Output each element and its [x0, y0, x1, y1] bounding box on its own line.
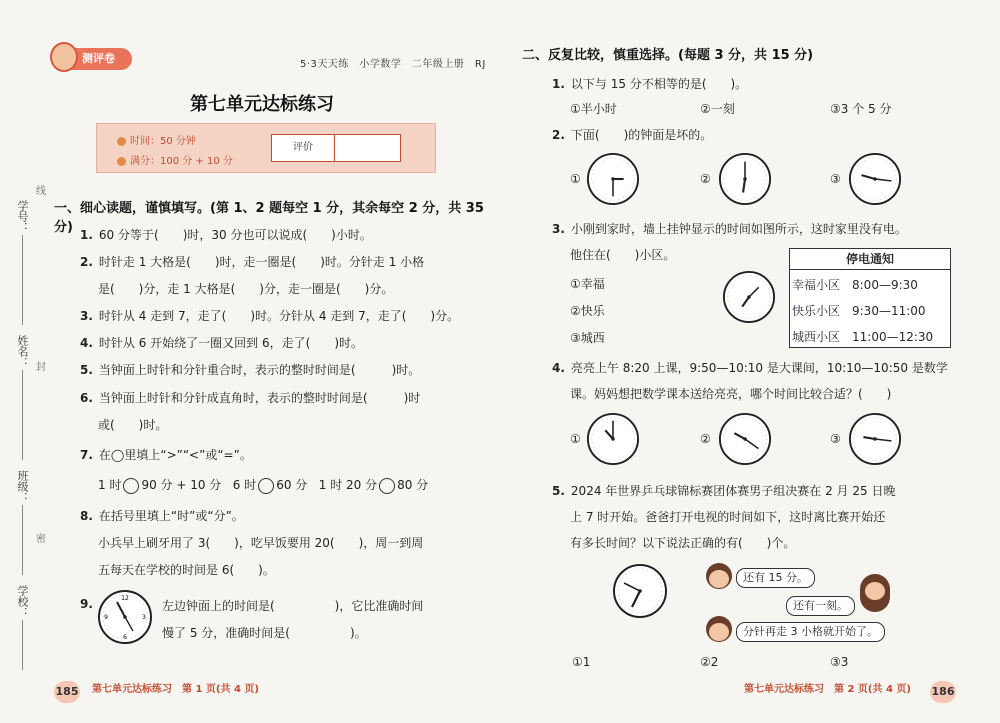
q-text: 小刚到家时，墙上挂钟显示的时间如图所示，这时家里没有电。 [570, 222, 907, 236]
score-box [96, 123, 436, 173]
q2-5-line2: 上 7 时开始。爸爸打开电视的时间如下，这时离比赛开始还 [570, 510, 886, 524]
clock-dot-icon [117, 137, 126, 146]
svg-text:3: 3 [142, 614, 146, 621]
girl-face [865, 582, 885, 600]
clock-icon [586, 412, 640, 466]
evaluation-label: 评价 [272, 135, 335, 161]
q1-8 [80, 507, 244, 524]
q-text: 当钟面上时针和分针重合时，表示的整时时间是( )时。 [98, 363, 421, 377]
compare-f: 80 分 [397, 478, 429, 492]
svg-text:9: 9 [104, 614, 108, 621]
q2-3-opt2[interactable]: ②快乐 [570, 304, 605, 318]
q-text: 时针从 6 开始绕了一圈又回到 6，走了( )时。 [98, 336, 363, 350]
q-text: 在◯里填上“>”“<”或“=”。 [98, 448, 252, 462]
compare-circle-3[interactable] [379, 478, 395, 494]
q2-2-opt3[interactable]: ③ [830, 172, 841, 186]
time-row [117, 132, 196, 147]
q2-4-opt2[interactable]: ② [700, 432, 711, 446]
q-text: 时针从 4 走到 7，走了( )时。分针从 4 走到 7，走了( )分。 [98, 309, 460, 323]
clock-icon [718, 152, 772, 206]
check-dot-icon [117, 157, 126, 166]
q-num: 5. [80, 363, 93, 377]
q1-6-line2: 或( )时。 [98, 418, 168, 432]
q-num: 1. [80, 228, 93, 242]
q-text: 2024 年世界乒乓球锦标赛团体赛男子组决赛在 2 月 25 日晚 [570, 484, 896, 498]
notice-row-1: 幸福小区 8:00—9:30 [792, 278, 918, 292]
school-line [22, 620, 23, 670]
clock-icon [722, 270, 776, 324]
q1-8-line1: 小兵早上刷牙用了 3( )，吃早饭要用 20( )，周一到周 [98, 536, 424, 550]
q-num: 4. [80, 336, 93, 350]
cut-mark-3: 密 [36, 534, 46, 545]
clock-icon [97, 589, 153, 645]
q-text: 当钟面上时针和分针成直角时，表示的整时时间是( )时 [98, 391, 421, 405]
q2-2-opt1[interactable]: ① [570, 172, 581, 186]
svg-text:6: 6 [123, 634, 127, 641]
cut-mark-1: 线 [36, 186, 46, 197]
student-id-label: 学号： [16, 200, 29, 233]
clock-icon [848, 412, 902, 466]
notice-row-3: 城西小区 11:00—12:30 [792, 330, 934, 344]
q2-3-line2: 他住在( )小区。 [570, 248, 676, 262]
school-label: 学校： [16, 585, 29, 618]
q1-2-line2: 是( )分，走 1 大格是( )分，走一圈是( )分。 [98, 282, 394, 296]
compare-circle-1[interactable] [123, 478, 139, 494]
q-num: 3. [80, 309, 93, 323]
q-num: 7. [80, 448, 93, 462]
q2-5-opt2[interactable]: ②2 [700, 655, 719, 669]
speech-bubble-3: 分针再走 3 小格就开始了。 [736, 622, 885, 642]
notice-row-2: 快乐小区 9:30—11:00 [792, 304, 926, 318]
q2-1-opt3[interactable]: ③3 个 5 分 [830, 102, 892, 116]
power-outage-notice [789, 248, 951, 348]
q2-4-opt1[interactable]: ① [570, 432, 581, 446]
q2-5-opt1[interactable]: ①1 [572, 655, 591, 669]
full-score-text: 满分：100 分 + 10 分 [130, 156, 233, 167]
q1-6-line1 [80, 389, 420, 406]
q-num: 4. [552, 361, 565, 375]
q1-9-line2: 慢了 5 分，准确时间是( )。 [162, 626, 367, 640]
q-num: 2. [80, 255, 93, 269]
q-num: 2. [552, 128, 565, 142]
compare-circle-2[interactable] [258, 478, 274, 494]
q2-2-opt2[interactable]: ② [700, 172, 711, 186]
q-text: 下面( )的钟面是坏的。 [570, 128, 713, 142]
q-num: 6. [80, 391, 93, 405]
compare-c: 6 时 [232, 478, 257, 492]
q1-7 [80, 446, 252, 463]
notice-title: 停电通知 [790, 249, 950, 270]
boy-face [709, 570, 729, 588]
speech-bubble-1: 还有 15 分。 [736, 568, 815, 588]
speech-bubble-2: 还有一刻。 [786, 596, 855, 616]
clock-icon [848, 152, 902, 206]
q1-8-line2: 五每天在学校的时间是 6( )。 [98, 563, 275, 577]
mascot-icon [50, 42, 78, 72]
class-label: 班级： [16, 470, 29, 503]
time-text: 时间：50 分钟 [130, 136, 196, 147]
q1-9-line1: 左边钟面上的时间是( )，它比准确时间 [162, 599, 424, 613]
q1-4 [80, 334, 363, 351]
assessment-badge: 测评卷 [52, 48, 132, 70]
q-num: 8. [80, 509, 93, 523]
compare-d: 60 分 [276, 478, 308, 492]
page-title: 第七单元达标练习 [190, 94, 334, 115]
footer-right: 第七单元达标练习 第 2 页(共 4 页) [744, 684, 911, 695]
q2-4-line2: 课。妈妈想把数学课本送给亮亮，哪个时间比较合适？( ) [570, 387, 892, 401]
section2-heading: 二、反复比较，慎重选择。(每题 3 分，共 15 分) [522, 48, 814, 63]
compare-b: 90 分 + 10 分 [141, 478, 222, 492]
q2-2 [552, 126, 712, 143]
q-num: 5. [552, 484, 565, 498]
name-line [22, 370, 23, 460]
class-line [22, 505, 23, 575]
q1-1 [80, 226, 372, 243]
name-label: 姓名： [16, 335, 29, 368]
q2-3-opt1[interactable]: ①幸福 [570, 277, 605, 291]
section1-heading: 一、细心读题，谨慎填写。(第 1、2 题每空 1 分，其余每空 2 分，共 35 分) [54, 201, 484, 235]
q-text: 以下与 15 分不相等的是( )。 [570, 77, 748, 91]
q1-2-line1 [80, 253, 424, 270]
q1-3 [80, 307, 459, 324]
q2-3-line1 [552, 220, 907, 237]
compare-e: 1 时 20 分 [318, 478, 378, 492]
q-text: 60 分等于( )时，30 分也可以说成( )小时。 [98, 228, 372, 242]
cut-mark-2: 封 [36, 362, 46, 373]
q-text: 在括号里填上“时”或“分”。 [98, 509, 244, 523]
evaluation-grid [271, 134, 401, 162]
svg-text:12: 12 [121, 595, 129, 602]
q1-5 [80, 361, 420, 378]
q-text: 时针走 1 大格是( )时，走一圈是( )时。分针走 1 小格 [98, 255, 425, 269]
series-header: 5·3天天练 小学数学 二年级上册 RJ [300, 59, 486, 70]
q-num: 3. [552, 222, 565, 236]
q-num: 9. [80, 597, 93, 611]
q2-1-opt1[interactable]: ①半小时 [570, 102, 617, 116]
q2-1-opt2[interactable]: ②一刻 [700, 102, 735, 116]
clock-icon [718, 412, 772, 466]
clock-icon [612, 563, 668, 619]
q2-5-line3: 有多长时间？以下说法正确的有( )个。 [570, 536, 796, 550]
footer-left: 第七单元达标练习 第 1 页(共 4 页) [92, 684, 259, 695]
q2-5-line1 [552, 482, 895, 499]
q2-4-line1 [552, 359, 948, 376]
page-number-right: 186 [930, 681, 956, 703]
q2-4-opt3[interactable]: ③ [830, 432, 841, 446]
q-num: 1. [552, 77, 565, 91]
right-page [500, 0, 1000, 723]
compare-a: 1 时 [98, 478, 122, 492]
q2-5-opt3[interactable]: ③3 [830, 655, 849, 669]
q1-7-items [98, 476, 428, 494]
boy2-face [709, 623, 729, 641]
q2-3-opt3[interactable]: ③城西 [570, 331, 605, 345]
score-row [117, 152, 233, 167]
binding-margin [0, 0, 48, 723]
q-text: 亮亮上午 8:20 上课，9:50—10:10 是大课间，10:10—10:50 是数学 [570, 361, 948, 375]
student-id-line [22, 235, 23, 325]
q2-1 [552, 75, 747, 92]
clock-icon [586, 152, 640, 206]
page-number-left: 185 [54, 681, 80, 703]
